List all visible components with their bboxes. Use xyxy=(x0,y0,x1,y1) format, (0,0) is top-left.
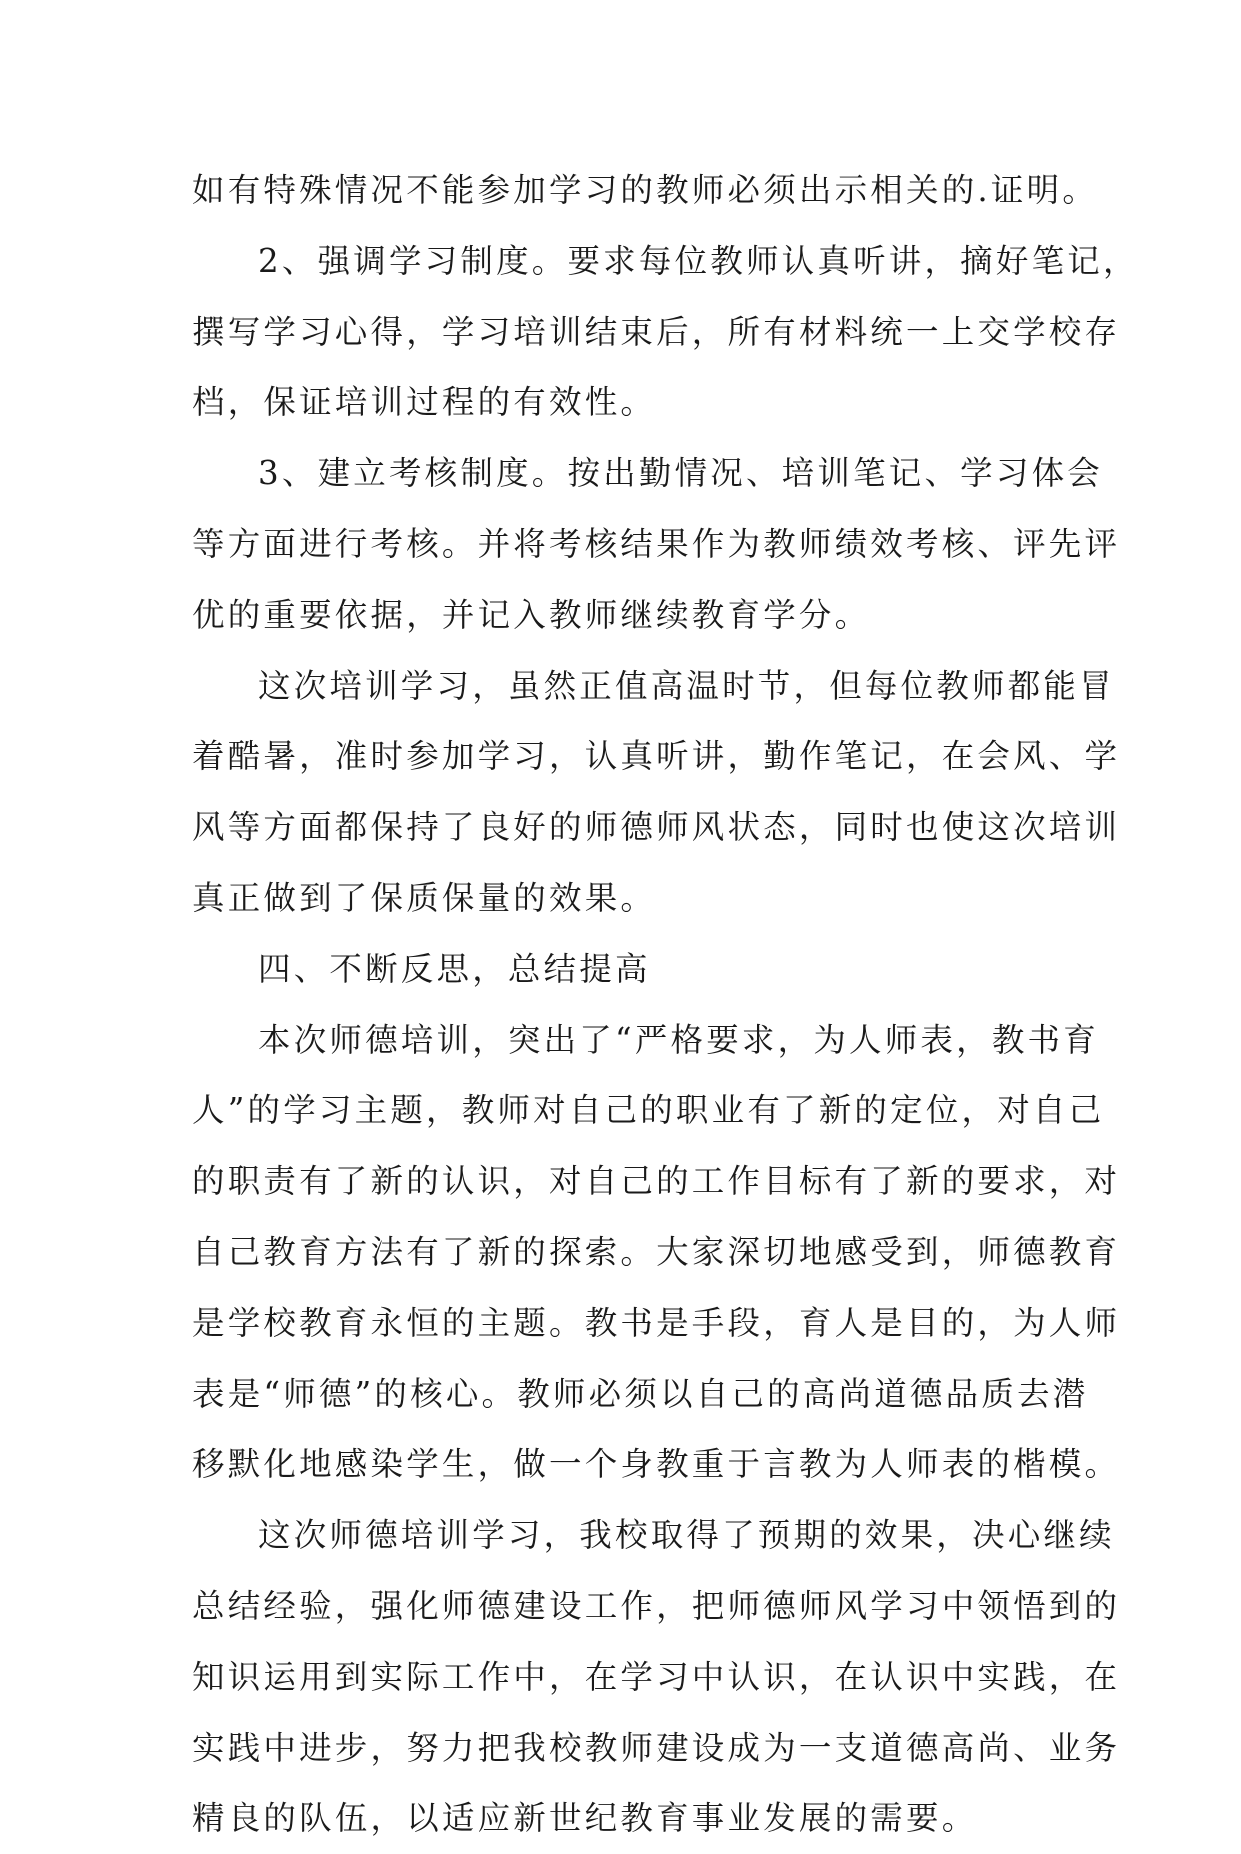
text-line: 的职责有了新的认识，对自己的工作目标有了新的要求，对 xyxy=(192,1162,1121,1201)
text-line: 表是“师德”的核心。教师必须以自己的高尚道德品质去潜 xyxy=(192,1374,1089,1413)
text-line: 本次师德培训，突出了“严格要求，为人师表，教书育 xyxy=(258,1020,1099,1059)
text-line: 真正做到了保质保量的效果。 xyxy=(192,878,657,917)
text-line: 移默化地感染学生，做一个身教重于言教为人师表的楷模。 xyxy=(192,1445,1121,1484)
text-line: 档，保证培训过程的有效性。 xyxy=(192,383,657,422)
text-line: 如有特殊情况不能参加学习的教师必须出示相关的.证明。 xyxy=(192,171,1099,209)
text-line: 这次培训学习，虽然正值高温时节，但每位教师都能冒 xyxy=(258,666,1115,705)
text-line: 精良的队伍，以适应新世纪教育事业发展的需要。 xyxy=(192,1799,978,1838)
text-line: 实践中进步，努力把我校教师建设成为一支道德高尚、业务 xyxy=(192,1728,1121,1767)
text-line: 是学校教育永恒的主题。教书是手段，育人是目的，为人师 xyxy=(192,1303,1121,1342)
text-line: 等方面进行考核。并将考核结果作为教师绩效考核、评先评 xyxy=(192,524,1121,563)
text-line: 3、建立考核制度。按出勤情况、培训笔记、学习体会 xyxy=(258,454,1103,493)
text-line: 撰写学习心得，学习培训结束后，所有材料统一上交学校存 xyxy=(192,312,1121,351)
text-line: 这次师德培训学习，我校取得了预期的效果，决心继续 xyxy=(258,1516,1115,1555)
text-line: 2、强调学习制度。要求每位教师认真听讲，摘好笔记， xyxy=(258,241,1139,280)
text-line: 优的重要依据，并记入教师继续教育学分。 xyxy=(192,595,871,634)
text-line: 着酷暑，准时参加学习，认真听讲，勤作笔记，在会风、学 xyxy=(192,737,1121,776)
section-heading: 四、不断反思，总结提高 xyxy=(258,949,651,988)
text-line: 风等方面都保持了良好的师德师风状态，同时也使这次培训 xyxy=(192,808,1121,847)
text-line: 人”的学习主题，教师对自己的职业有了新的定位，对自己 xyxy=(192,1091,1105,1130)
document-body xyxy=(192,155,1139,1854)
text-line: 知识运用到实际工作中，在学习中认识，在认识中实践，在 xyxy=(192,1657,1121,1696)
text-line: 总结经验，强化师德建设工作，把师德师风学习中领悟到的 xyxy=(192,1586,1121,1625)
text-line: 自己教育方法有了新的探索。大家深切地感受到，师德教育 xyxy=(192,1232,1121,1271)
